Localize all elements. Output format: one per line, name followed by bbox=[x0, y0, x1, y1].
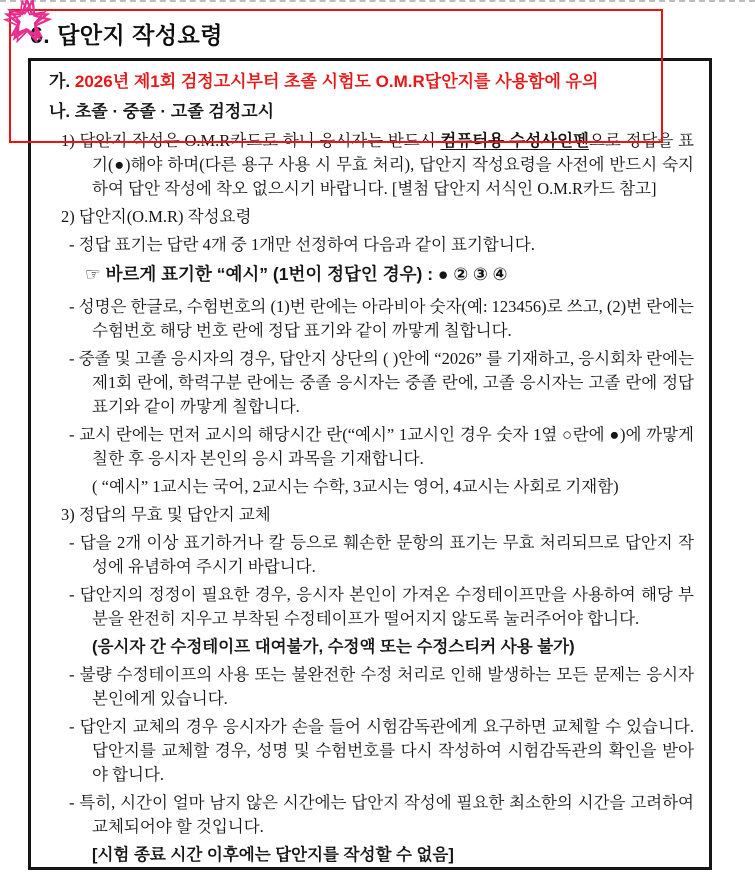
item-3-dash-5 bbox=[35, 791, 694, 839]
text-segment: 답안지(O.M.R) 작성요령 bbox=[78, 207, 252, 226]
item-2-dash-4-note bbox=[35, 475, 694, 499]
text-segment: 답을 2개 이상 표기하거나 칼 등으로 훼손한 문항의 표기는 무효 처리되므로 답안지 작성에 유념하여 주시기 바랍니다. bbox=[79, 533, 694, 576]
text-segment: 2026년 제1회 검정고시부터 초졸 시험도 O.M.R답안지를 사용함에 유의 bbox=[74, 72, 599, 91]
list-marker: - bbox=[69, 235, 79, 254]
item-2-dash-3 bbox=[35, 347, 694, 419]
list-marker: - bbox=[69, 717, 80, 736]
text-segment: 으로 정답을 표기(●)해야 하며(다른 용구 사용 시 무효 처리), 답안지 작성요령을 사전에 반드시 숙지하여 답안 작성에 착오 없으시기 바랍니다. [별첨 답안지 서식인 O.M.R카드 참고] bbox=[92, 131, 695, 198]
item-1 bbox=[35, 129, 694, 201]
list-marker: - bbox=[69, 665, 80, 684]
text-segment: 불량 수정테이프의 사용 또는 불완전한 수정 처리로 인해 발생하는 모든 문제는 응시자 본인에게 있습니다. bbox=[79, 665, 694, 708]
item-3 bbox=[35, 503, 694, 527]
item-na bbox=[35, 99, 694, 125]
item-3-dash-3 bbox=[35, 663, 694, 711]
item-3-dash-1 bbox=[35, 531, 694, 579]
item-ga bbox=[35, 69, 694, 95]
list-marker: - bbox=[69, 425, 80, 444]
list-marker: - bbox=[69, 793, 80, 812]
item-2-dash-4 bbox=[35, 423, 694, 471]
text-segment: [시험 종료 시간 이후에는 답안지를 작성할 수 없음] bbox=[92, 846, 454, 864]
text-segment: (응시자 간 수정테이프 대여불가, 수정액 또는 수정스티커 사용 불가) bbox=[92, 638, 575, 656]
text-segment: 초졸 · 중졸 · 고졸 검정고시 bbox=[74, 102, 275, 121]
item-3-dash-2-note bbox=[35, 635, 694, 659]
text-segment: 답안지의 정정이 필요한 경우, 응시자 본인이 가져온 수정테이프만을 사용하여 해당 부분을 완전히 지우고 부착된 수정테이프가 떨어지지 않도록 눌러주어야 합니다. bbox=[79, 585, 694, 628]
item-2-dash-2 bbox=[35, 295, 694, 343]
item-3-dash-2 bbox=[35, 583, 694, 631]
text-segment: 정답의 무효 및 답안지 교체 bbox=[78, 505, 271, 524]
list-marker: 나. bbox=[49, 102, 75, 121]
text-segment: 교시 란에는 먼저 교시의 해당시간 란(“예시” 1교시인 경우 숫자 1옆 ○란에 ●)에 까맣게 칠한 후 응시자 본인의 응시 과목을 기재합니다. bbox=[79, 425, 694, 468]
list-marker: - bbox=[69, 349, 79, 368]
list-marker: 가. bbox=[49, 72, 75, 91]
list-marker: 3) bbox=[61, 505, 79, 524]
text-segment: 답안지 작성은 O.M.R카드로 하니 응시자는 반드시 bbox=[79, 131, 441, 150]
list-marker: - bbox=[69, 297, 79, 316]
text-segment: 정답 표기는 답란 4개 중 1개만 선정하여 다음과 같이 표기합니다. bbox=[78, 235, 535, 254]
list-marker: - bbox=[69, 533, 80, 552]
list-marker: 2) bbox=[61, 207, 79, 226]
text-segment: 바르게 표기한 “예시” (1번이 정답인 경우) : ● ② ③ ④ bbox=[105, 264, 508, 284]
document-body bbox=[35, 69, 694, 867]
text-segment: ( “예시” 1교시는 국어, 2교시는 수학, 3교시는 영어, 4교시는 사회로 기재함) bbox=[92, 477, 619, 496]
item-2-dash-1 bbox=[35, 233, 694, 257]
item-3-dash-4 bbox=[35, 715, 694, 787]
item-2 bbox=[35, 205, 694, 229]
list-marker: ☞ bbox=[85, 264, 106, 284]
text-segment: 특히, 시간이 얼마 남지 않은 시간에는 답안지 작성에 필요한 최소한의 시간을 고려하여 교체되어야 할 것입니다. bbox=[79, 793, 694, 836]
text-segment: 답안지 교체의 경우 응시자가 손을 들어 시험감독관에게 요구하면 교체할 수 있습니다. 답안지를 교체할 경우, 성명 및 수험번호를 다시 작성하여 시험감독관의 확인을 받아야 합니다. bbox=[79, 717, 694, 784]
text-segment: 컴퓨터용 수성사인펜 bbox=[440, 132, 589, 150]
example-line bbox=[35, 262, 694, 287]
star-doodle-icon bbox=[2, 0, 56, 47]
text-segment: 중졸 및 고졸 응시자의 경우, 답안지 상단의 ( )안에 “2026” 를 기재하고, 응시회차 란에는 제1회 란에, 학력구분 란에는 중졸 응시자는 중졸 란에, 고졸 응시자는 고졸 란에 정답표기와 같이 까맣게 칠합니다. bbox=[78, 349, 695, 416]
list-marker: - bbox=[69, 585, 80, 604]
notice-box bbox=[28, 58, 712, 870]
page-title: 6. 답안지 작성요령 bbox=[30, 22, 223, 48]
item-3-dash-5-note bbox=[35, 843, 694, 867]
list-marker: 1) bbox=[61, 131, 80, 150]
scan-perforation-line bbox=[0, 0, 755, 2]
text-segment: 성명은 한글로, 수험번호의 (1)번 란에는 아라비아 숫자(예: 123456)로 쓰고, (2)번 란에는 수험번호 해당 번호 란에 정답 표기와 같이 까맣게 칠합니다. bbox=[78, 297, 694, 340]
